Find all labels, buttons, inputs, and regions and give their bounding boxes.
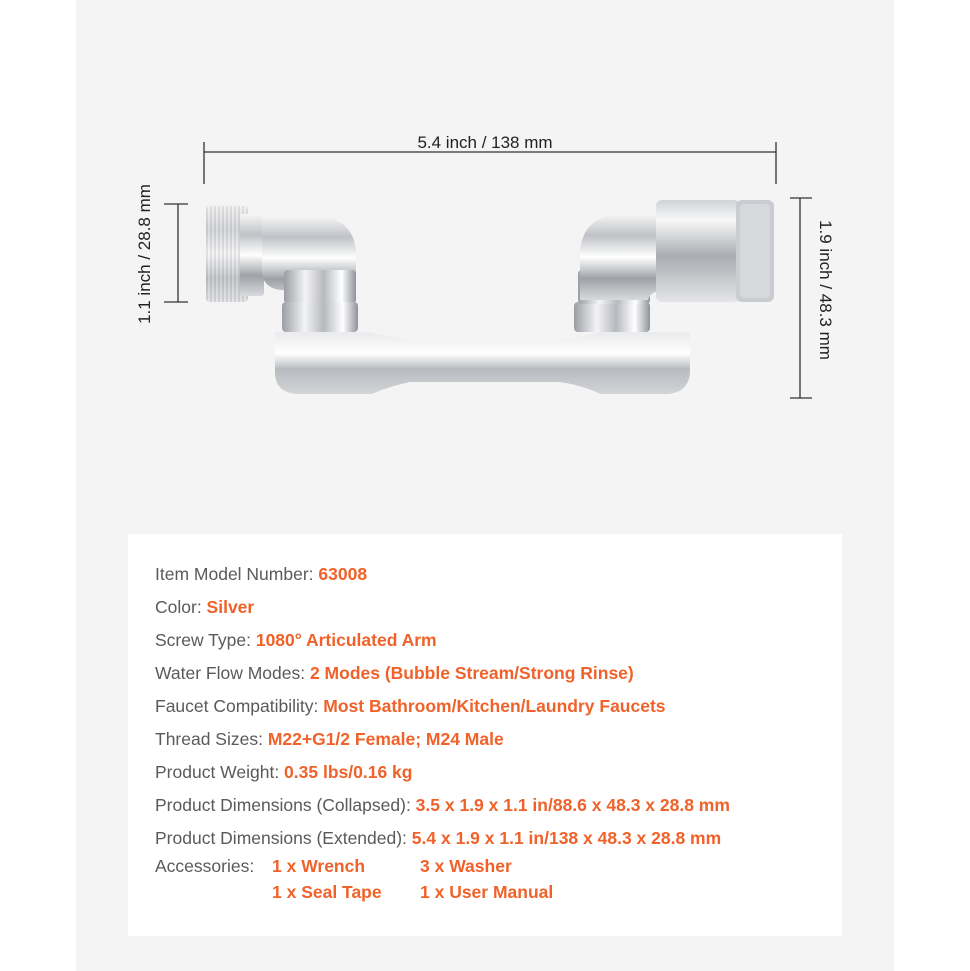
left-height-dimension-line (164, 204, 188, 302)
right-height-dimension-line (790, 198, 812, 398)
spec-row-thread-sizes (155, 723, 730, 756)
spec-label: Color: (155, 597, 207, 617)
spec-label: Screw Type: (155, 630, 256, 650)
spec-row-dimensions-extended (155, 822, 730, 855)
spec-value: 5.4 x 1.9 x 1.1 in/138 x 48.3 x 28.8 mm (411, 828, 722, 848)
spec-row-water-flow-modes (155, 657, 730, 690)
articulated-arm (275, 332, 690, 394)
spec-value: 63008 (318, 564, 368, 584)
spec-value: 3.5 x 1.9 x 1.1 in/88.6 x 48.3 x 28.8 mm (415, 795, 730, 815)
left-threaded-connector (206, 206, 264, 302)
width-dimension-label: 5.4 inch / 138 mm (417, 133, 553, 152)
spec-row-dimensions-collapsed (155, 789, 730, 822)
spec-value: 1080° Articulated Arm (255, 630, 437, 650)
right-swivel-joint (574, 214, 662, 332)
spec-label: Product Dimensions (Extended): (155, 828, 412, 848)
spec-row-faucet-compatibility (155, 690, 730, 723)
accessories-label: Accessories: (155, 856, 255, 876)
spec-value: 2 Modes (Bubble Stream/Strong Rinse) (309, 663, 634, 683)
aerator-head (656, 200, 774, 302)
spec-value: 0.35 lbs/0.16 kg (284, 762, 413, 782)
spec-row-model-number (155, 558, 730, 591)
spec-row-screw-type (155, 624, 730, 657)
right-height-dimension-label: 1.9 inch / 48.3 mm (816, 220, 835, 360)
spec-value: Most Bathroom/Kitchen/Laundry Faucets (323, 696, 666, 716)
spec-value: Silver (206, 597, 255, 617)
spec-row-color (155, 591, 730, 624)
specifications-list (155, 558, 730, 855)
spec-label: Product Weight: (155, 762, 285, 782)
spec-label: Item Model Number: (155, 564, 319, 584)
spec-label: Water Flow Modes: (155, 663, 310, 683)
spec-label: Faucet Compatibility: (155, 696, 324, 716)
spec-label: Thread Sizes: (155, 729, 268, 749)
accessory-item: 1 x Seal Tape (272, 882, 382, 902)
accessory-item: 1 x Wrench (272, 856, 366, 876)
left-elbow-joint (262, 216, 358, 332)
left-height-dimension-label: 1.1 inch / 28.8 mm (135, 184, 154, 324)
spec-row-product-weight (155, 756, 730, 789)
accessory-item: 3 x Washer (420, 856, 512, 876)
spec-label: Product Dimensions (Collapsed): (155, 795, 416, 815)
spec-value: M22+G1/2 Female; M24 Male (267, 729, 504, 749)
accessory-item: 1 x User Manual (420, 882, 554, 902)
